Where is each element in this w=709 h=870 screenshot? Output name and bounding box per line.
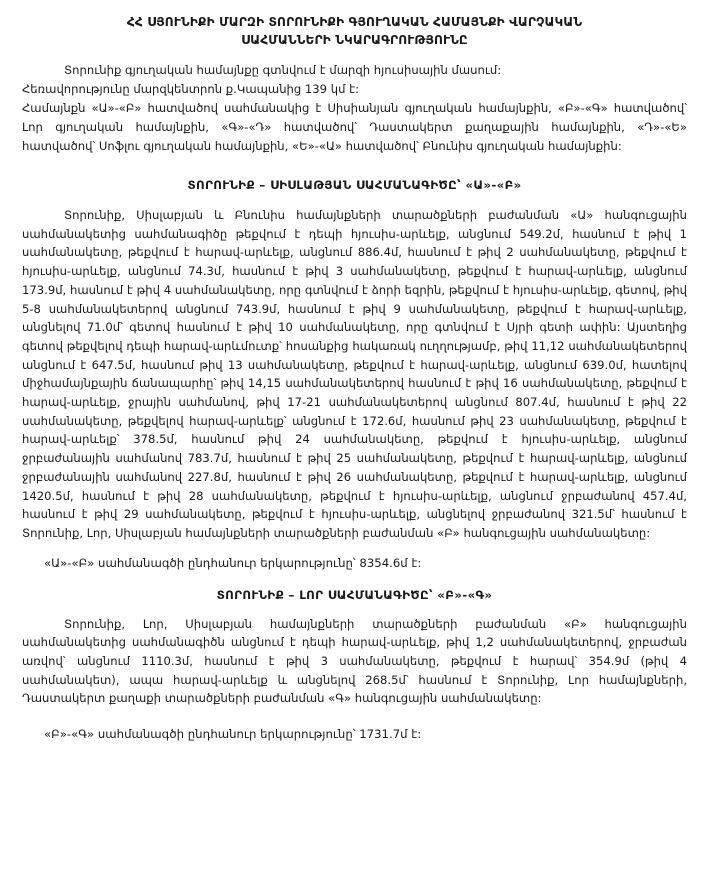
document-title-line-2: ՍԱՀՄԱՆՆԵՐԻ ՆԿԱՐԱԳՐՈՒԹՅՈՒՆԸ bbox=[241, 32, 468, 47]
document-title-line-1: ՀՀ ՍՅՈՒՆԻՔԻ ՄԱՐԶԻ ՏՈՐՈՒՆԻՔԻ ԳՅՈՒՂԱԿԱՆ ՀԱՄԱՅՆՔԻ ՎԱՐՉԱԿԱՆ bbox=[126, 15, 583, 29]
spacer bbox=[22, 708, 687, 714]
document-title bbox=[28, 14, 681, 49]
section-total-ab: «Ա»-«Բ» սահմանագծի ընդհանուր երկարությունը՝ 8354.6մ է: bbox=[44, 555, 422, 570]
spacer bbox=[22, 156, 687, 162]
section-total-bg: «Բ»-«Գ» սահմանագծի ընդհանուր երկարությունը՝ 1731.7մ է: bbox=[44, 727, 422, 742]
intro-block bbox=[22, 61, 687, 156]
intro-paragraph-3: Համայնքն «Ա»-«Բ» հատվածով սահմանակից է Սիսիանյան գյուղական համայնքին, «Բ»-«Գ» հատվածով՝ Լոր գյուղական համայնքին, «Գ»-«Դ» հատվածով՝ Դաստակերտ քաղաքային համայնքին, «Դ»-«Ե» հատվածով՝ Սոֆլու գյուղական համայնքին, «Ե»-«Ա» հատվածով՝ Բնունիս գյուղական համայնքին: bbox=[22, 101, 687, 153]
section-body-ab: Տորունիք, Սիսլաբյան և Բնունիս համայնքների տարածքների բաժանման «Ա» հանգուցային սահմանակետից սահմանագիծը թեքվում է դեպի հյուսիս-արևելք, անցնում 549.2մ, հասնում է թիվ 1 սահմանակետը, թեքվում է հարավ-արևելք, անցնում 886.4մ, հասնում է թիվ 2 սահմանակետը, թեքվում է հյուսիս-արևելք, անցնում 74.3մ, հասնում է թիվ 3 սահմանակետը, թեքվում է հարավ-արևելք, անցնում 173.9մ, հասնում է թիվ 4 սահմանակետը, որը գտնվում է ձորի եզրին, թեքվում է հյուսիս-արևելք, գետով, թիվ 5-8 սահմանակետերով անցնում 743.9մ, հասնում է թիվ 9 սահմանակետը, թեքվում է հարավ-արևելք, անցնելով 71.0մ՝ գետով հասնում է թիվ 10 սահմանակետը, որը գտնվում է Սյրի գետի ափին: Այստեղից գետով թեքվելով դեպի հարավ-արևմուտք՝ հոսանքից հակառակ ուղղությամբ, թիվ 11,12 սահմանակետերով անցնում է 647.5մ, հասնում թիվ 13 սահմանակետը, թեքվում է հարավ-արևելք, անցնում 639.0մ, հատելով միջհամայնքային ճանապարհը՝ թիվ 14,15 սահմանակետերով հասնում է թիվ 16 սահմանակետը, թեքվում է հարավ-արևելք, ջրային սահմանով, թիվ 17-21 սահմանակետերով անցնում 807.4մ, հասնում է թիվ 22 սահմանակետը, թեքվելով հարավ-արևելք՝ անցնում է 172.6մ, հասնում թիվ 23 սահմանակետը, թեքվում է հարավ-արևելք՝ 378.5մ, հասնում թիվ 24 սահմանակետը, թեքվում է հյուսիս-արևելք, անցնում ջրբաժանային սահմանով 783.7մ, հասնում է թիվ 25 սահմանակետը, թեքվում է հարավ-արևելք, անցնում ջրբաժանային սահմանով 227.8մ, հասնում է թիվ 26 սահմանակետը, թեքվում է հարավ-արևելք, անցնում 1420.5մ, հասնում է թիվ 28 սահմանակետը, թեքվում է հյուսիս-արևելք, անցնում ջրբաժանով 457.4մ, հասնում է թիվ 29 սահմանակետը, թեքվում է հյուսիս-արևելք, անցնելով ջրբաժանով 321.5մ՝ հասնում է Տորունիք, Լոր, Սիսլաբյան համայնքների տարածքների բաժանման «Բ» հանգուցային սահմանակետը: bbox=[22, 208, 687, 540]
section-body-bg: Տորունիք, Լոր, Սիսլաբյան համայնքների տարածքների բաժանման «Բ» հանգուցային սահմանակետից սահմանագիծն անցնում է դեպի հարավ-արևելք, թիվ 1,2 սահմանակետերով, ջրբաժան առվով՝ անցնում 1110.3մ, հասնում է թիվ 3 սահմանակետը, թեքվում է հարավ՝ 354.9մ (թիվ 4 սահմանակետ), ապա հարավ-արևելք և անցնելով 268.5մ՝ հասնում է Տորունիք, Լոր համայնքների, Դաստակերտ քաղաքի տարածքների բաժանման «Գ» հանգուցային սահմանակետը: bbox=[22, 616, 687, 706]
intro-paragraph-2: Հեռավորությունը մարզկենտրոն ք.Կապանից 139 կմ է: bbox=[22, 82, 359, 96]
intro-paragraph-1: Տորունիք գյուղական համայնքը գտնվում է մարզի հյուսիսային մասում: bbox=[64, 63, 502, 77]
section-heading-bg: ՏՈՐՈՒՆԻՔ – ԼՈՐ ՍԱՀՄԱՆԱԳԻԾԸ՝ «Բ»-«Գ» bbox=[216, 587, 493, 602]
section-heading-ab: ՏՈՐՈՒՆԻՔ – ՍԻՍԼԱԹՅԱՆ ՍԱՀՄԱՆԱԳԻԾԸ՝ «Ա»-«Բ» bbox=[187, 178, 522, 192]
